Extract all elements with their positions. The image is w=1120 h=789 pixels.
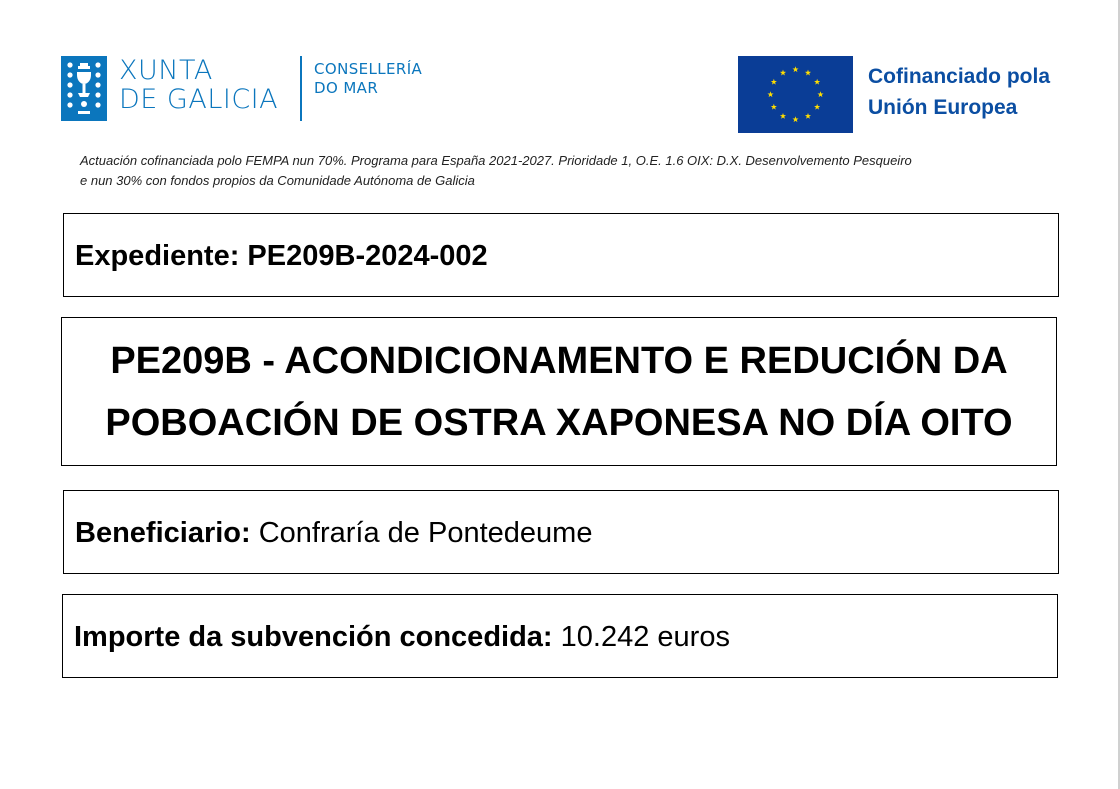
importe-label: Importe da subvención concedida:	[74, 621, 553, 653]
project-title-line1: PE209B - ACONDICIONAMENTO E REDUCIÓN DA	[110, 339, 1008, 382]
beneficiario-value: Confraría de Pontedeume	[258, 517, 593, 549]
importe-value: 10.242 euros	[560, 621, 730, 653]
eu-line2: Unión Europea	[868, 96, 1018, 119]
xunta-shield-icon	[61, 56, 107, 121]
conselleria-line2: DO MAR	[314, 79, 379, 97]
xunta-line2: DE GALICIA	[119, 84, 279, 115]
beneficiario-label: Beneficiario:	[75, 517, 251, 549]
expediente-box	[63, 213, 1059, 297]
logo-divider	[300, 56, 302, 121]
importe-text	[74, 595, 730, 679]
project-title-line2: POBOACIÓN DE OSTRA XAPONESA NO DÍA OITO	[105, 401, 1013, 444]
funding-note-line1: Actuación cofinanciada polo FEMPA nun 70%. Programa para España 2021-2027. Prioridade 1, O.E. 1.6 OIX: D.X. Desenvolvemento Pesqueiro	[80, 153, 912, 168]
beneficiario-text	[75, 491, 592, 575]
beneficiario-box	[63, 490, 1059, 574]
conselleria-name	[314, 60, 422, 98]
conselleria-line1: CONSELLERÍA	[314, 60, 423, 78]
funding-note-line2: e nun 30% con fondos propios da Comunidade Autónoma de Galicia	[80, 173, 475, 188]
xunta-wordmark	[119, 56, 278, 114]
eu-flag-icon	[738, 56, 853, 133]
funding-note	[80, 151, 912, 191]
expediente-label: Expediente: PE209B-2024-002	[75, 240, 488, 272]
project-title	[62, 318, 1056, 465]
project-title-box	[61, 317, 1057, 466]
importe-box	[62, 594, 1058, 678]
expediente-text	[75, 214, 488, 298]
xunta-line1: XUNTA	[119, 55, 213, 86]
eu-cofinancing-label	[868, 61, 1050, 123]
xunta-logo	[61, 56, 451, 126]
eu-line1: Cofinanciado pola	[868, 65, 1051, 88]
